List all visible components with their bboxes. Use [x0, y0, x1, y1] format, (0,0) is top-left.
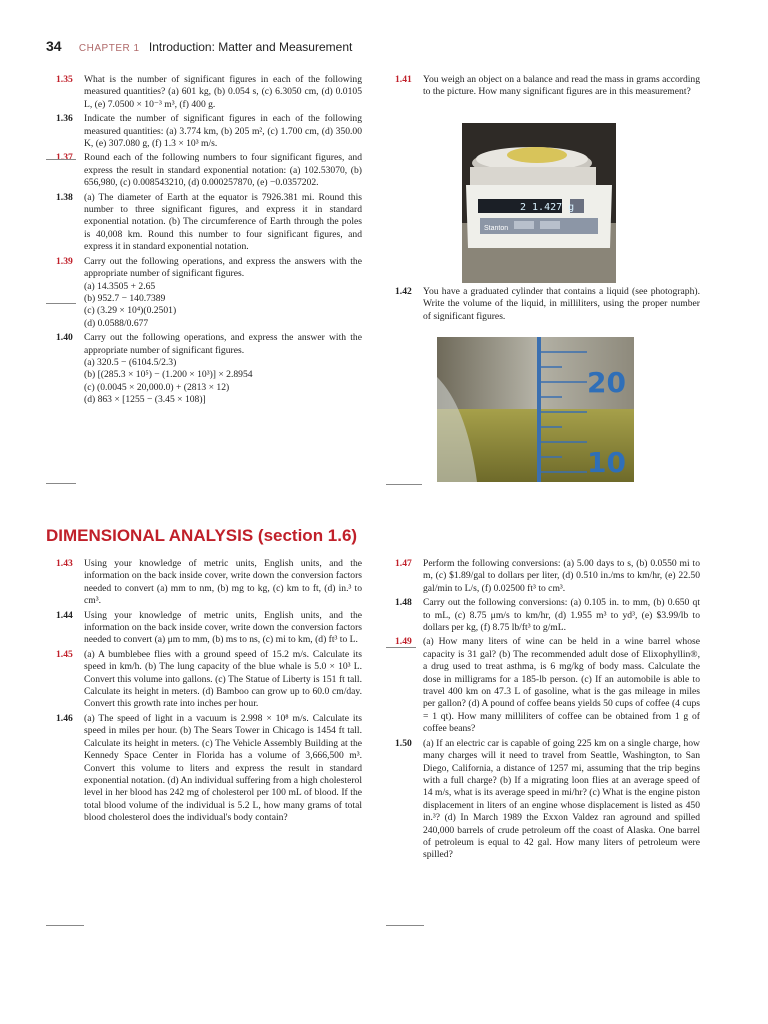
problem-number: 1.37 — [56, 152, 73, 164]
problem-text: (a) If an electric car is capable of going 225 km on a single charge, how many charges will it need to travel from Seattle, Washington, to San Diego, California, a distance of 1257 mi, assuming that the trip begins with a full charge? (b) If a migrating loon flies at an average speed of 14 m/s, what is its average speed in mi/hr? (c) What is the engine piston displacement in liters of an engine whose displacement is listed as 450 in.³? (d) In March 1989 the Exxon Valdez ran aground and spilled 240,000 barrels of crude petroleum off the coast of Alaska. One barrel of petroleum is equal to 42 gal. How many liters of petroleum were spilled? — [423, 737, 700, 861]
sub-item: (d) 0.0588/0.677 — [84, 317, 149, 329]
page-number: 34 — [46, 38, 62, 54]
sub-item: (b) 952.7 − 140.7389 — [84, 292, 166, 304]
problem-text: (a) How many liters of wine can be held in a wine barrel whose capacity is 31 gal? (b) The recommended adult dose of Elixophyllin®, a drug used to treat asthma, is 6 mg/kg of body mass. Calculate the dose in milligrams for a 185-lb person. (c) If an automobile is able to travel 400 km on 47.3 L of gasoline, what is the gas mileage in miles per gallon? (d) A pound of coffee beans yields 50 cups of coffee (4 cups = 1 qt). How many milliliters of coffee can be obtained from 1 g of coffee beans? — [423, 636, 700, 735]
problem-text: Carry out the following operations, and express the answer with the appropriate number of significant figures. — [84, 332, 362, 356]
right-column-mid — [395, 286, 700, 325]
problem-text: You weigh an object on a balance and read the mass in grams according to the picture. How many significant figures are in this measurement? — [423, 74, 700, 98]
problem-item — [56, 558, 362, 608]
problem-item — [56, 649, 362, 711]
problem-text: (a) A bumblebee flies with a ground speed of 15.2 m/s. Calculate its speed in km/h. (b) The lung capacity of the blue whale is 5.0 × 10³ L. Convert this volume into gallons. (c) The Statue of Liberty is 151 ft tall. Calculate its height in meters. (d) Bamboo can grow up to 60.0 cm/day. Convert this growth rate into inches per hour. — [84, 648, 362, 710]
sub-item: (c) (3.29 × 10⁴)(0.2501) — [84, 305, 177, 317]
problem-number: 1.43 — [56, 558, 73, 569]
problem-number: 1.45 — [56, 648, 73, 660]
problem-text: Round each of the following numbers to four significant figures, and express the result in standard exponential notation: (a) 102.53070, (b) 656,980, (c) 0.008543210, (d) 0.000257870, (e) −0.0357202. — [84, 152, 362, 189]
sub-item: (b) [(285.3 × 10⁵) − (1.200 × 10³)] × 2.8954 — [84, 369, 253, 381]
problem-1-40 — [56, 332, 362, 406]
problem-separator — [46, 303, 76, 304]
problem-1-42 — [395, 286, 700, 323]
problem-item — [56, 152, 362, 189]
problem-separator — [386, 647, 416, 648]
running-header — [46, 38, 352, 54]
problem-item — [56, 713, 362, 825]
problem-1-41 — [395, 74, 700, 99]
problem-item — [56, 113, 362, 150]
problem-item — [395, 738, 700, 862]
problem-separator — [386, 925, 424, 926]
problem-item — [395, 558, 700, 595]
problem-number: 1.47 — [395, 558, 412, 569]
problem-number: 1.36 — [56, 113, 73, 125]
left-column-top — [56, 74, 362, 409]
problem-number: 1.48 — [395, 597, 412, 609]
problem-separator — [46, 483, 76, 484]
problem-text: You have a graduated cylinder that contains a liquid (see photograph). Write the volume of the liquid, in milliliters, using the proper number of significant figures. — [423, 286, 700, 322]
problem-number: 1.44 — [56, 609, 73, 621]
balance-photo — [462, 123, 616, 283]
problem-item — [395, 636, 700, 735]
cylinder-mark-20: 20 — [587, 366, 626, 399]
chapter-title: Introduction: Matter and Measurement — [148, 40, 353, 54]
right-column-bottom — [395, 558, 700, 864]
problem-text: Indicate the number of significant figures in each of the following measured quantities: (a) 3.774 km, (b) 205 m², (c) 1.700 cm, (d) 350.00 K, (e) 307.080 g, (f) 1.3 × 10³ m/s. — [84, 113, 362, 150]
problem-separator — [386, 484, 422, 485]
problem-item — [56, 74, 362, 111]
problem-number: 1.38 — [56, 191, 73, 203]
problem-text: Using your knowledge of metric units, English units, and the information on the back inside cover, write down the conversion factors needed to convert (a) mm to nm, (b) mg to kg, (c) km to ft, (d) in.³ to cm³. — [84, 558, 362, 607]
problem-text: Carry out the following operations, and express the answers with the appropriate number of significant figures. — [84, 255, 362, 280]
problem-1-39 — [56, 256, 362, 330]
chapter-label: CHAPTER 1 — [78, 43, 140, 54]
balance-brand: Stanton — [484, 225, 509, 232]
right-column-top — [395, 74, 700, 101]
problem-number: 1.40 — [56, 332, 73, 344]
problem-text: Perform the following conversions: (a) 5.00 days to s, (b) 0.0550 mi to m, (c) $1.89/gal to dollars per liter, (d) 0.510 in./ms to km/hr, (e) 22.50 gal/min to L/s, (f) 0.02500 ft³ to cm³. — [423, 558, 700, 594]
sub-item: (a) 14.3505 + 2.65 — [84, 280, 156, 292]
problem-text: What is the number of significant figures in each of the following measured quantities? (a) 601 kg, (b) 0.054 s, (c) 6.3050 cm, (d) 0.0105 L, (e) 7.0500 × 10⁻³ m³, (f) 400 g. — [84, 74, 362, 110]
problem-number: 1.42 — [395, 286, 412, 297]
problem-item — [56, 192, 362, 254]
balance-display: 2 1.427 g — [520, 202, 575, 213]
problem-number: 1.35 — [56, 74, 73, 85]
problem-text: (a) The speed of light in a vacuum is 2.998 × 10⁸ m/s. Calculate its speed in miles per hour. (b) The Sears Tower in Chicago is 1454 ft tall. Calculate its height in meters. (c) The Vehicle Assembly Building at the Kennedy Space Center in Florida has a volume of 3,666,500 m³. Convert this volume to liters and express the result in standard exponential notation. (d) An individual suffering from a high cholesterol level in her blood has 242 mg of cholesterol per 100 mL of blood. If the total blood volume of the individual is 5.2 L, how many grams of total blood cholesterol does the individual's body contain? — [84, 712, 362, 824]
problem-text: Using your knowledge of metric units, English units, and the information on the back inside cover, write down the conversion factors needed to convert (a) μm to mm, (b) ms to ns, (c) mi to km, (d) ft³ to L. — [84, 609, 362, 646]
cylinder-mark-10: 10 — [587, 446, 626, 479]
problem-separator — [46, 159, 76, 160]
problem-number: 1.41 — [395, 74, 412, 85]
problem-text: (a) The diameter of Earth at the equator is 7926.381 mi. Round this number to three significant figures, and express it in standard exponential notation. (b) The circumference of Earth through the poles is 40,008 km. Round this number to four significant figures, and express it in standard exponential notation. — [84, 191, 362, 253]
sub-item: (a) 320.5 − (6104.5/2.3) — [84, 356, 177, 368]
problem-number: 1.49 — [395, 636, 412, 648]
problem-number: 1.50 — [395, 737, 412, 749]
problem-item — [56, 610, 362, 647]
left-column-bottom — [56, 558, 362, 827]
sub-item: (c) (0.0045 × 20,000.0) + (2813 × 12) — [84, 381, 230, 393]
problem-item — [395, 597, 700, 634]
problem-text: Carry out the following conversions: (a) 0.105 in. to mm, (b) 0.650 qt to mL, (c) 8.75 μm/s to km/hr, (d) 1.955 m³ to yd³, (e) $3.99/lb to dollars per kg, (f) 8.75 lb/ft³ to g/mL. — [423, 597, 700, 634]
problem-number: 1.39 — [56, 255, 73, 267]
problem-separator — [46, 925, 84, 926]
cylinder-photo — [437, 337, 634, 482]
section-heading: DIMENSIONAL ANALYSIS (section 1.6) — [46, 526, 358, 545]
sub-item: (d) 863 × [1255 − (3.45 × 108)] — [84, 394, 206, 406]
problem-number: 1.46 — [56, 712, 73, 724]
